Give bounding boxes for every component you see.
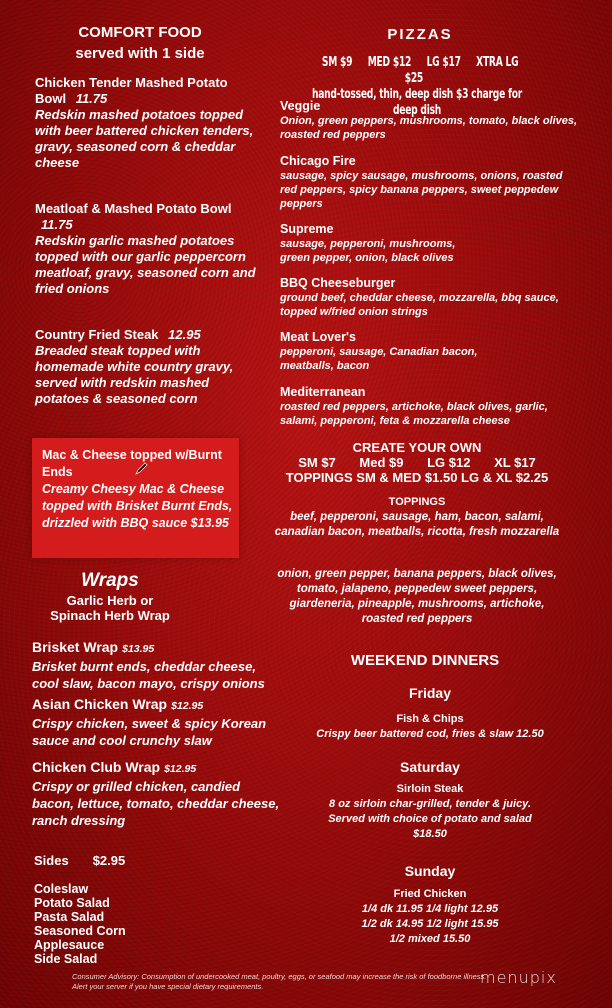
toppings-veg-list: onion, green pepper, banana peppers, black olives, tomato, jalapeno, peppedew sweet peppers, giardeneria, pineapple, mushrooms, artichoke, roasted red peppers — [277, 568, 557, 625]
menu-item-asian-chicken-wrap: Asian Chicken Wrap $12.95 Crispy chicken, sweet & spicy Korean sauce and cool crunchy slaw — [32, 696, 267, 748]
saturday-dish: Sirloin Steak 8 oz sirloin char-grilled, tender & juicy. Served with choice of potato and salad $18.50 — [328, 783, 532, 840]
menu-item-chicken-club-wrap: Chicken Club Wrap $12.95 Crispy or grilled chicken, candied bacon, lettuce, tomato, cheddar cheese, ranch dressing — [32, 759, 280, 828]
create-your-own: CREATE YOUR OWN SM $7 Med $9 LG $12 XL $17 TOPPINGS SM & MED $1.50 LG & XL $2.25 — [285, 440, 549, 485]
wraps-subtitle: Garlic Herb or Spinach Herb Wrap — [50, 593, 170, 623]
menupix-watermark: menupix — [480, 968, 557, 987]
pizza-supreme: Supreme sausage, pepperoni, mushrooms, green pepper, onion, black olives — [280, 222, 456, 264]
list-item: Applesauce — [34, 938, 105, 952]
pizza-meat-lovers: Meat Lover's pepperoni, sausage, Canadian bacon, meatballs, bacon — [280, 330, 478, 372]
consumer-advisory: Consumer Advisory: Consumption of undercooked meat, poultry, eggs, or seafood may increase the risk of foodborne illness. Alert your server if you have special dietary requirements. — [72, 972, 487, 991]
day-saturday: Saturday — [400, 759, 460, 775]
pizza-bbq-cheeseburger: BBQ Cheeseburger ground beef, cheddar cheese, mozzarella, bbq sauce, topped w/fried onion strings — [280, 276, 559, 318]
sides-list — [34, 882, 184, 966]
friday-dish: Fish & Chips Crispy beer battered cod, fries & slaw 12.50 — [316, 713, 544, 740]
list-item: Seasoned Corn — [34, 924, 126, 938]
menu-item-country-fried-steak: Country Fried Steak 12.95 Breaded steak topped with homemade white country gravy, served with redskin mashed potatoes & seasoned corn — [35, 327, 234, 406]
day-sunday: Sunday — [404, 863, 456, 879]
list-item: Pasta Salad — [34, 910, 105, 924]
toppings-title: TOPPINGS — [388, 496, 446, 508]
menu-item-chicken-tender-bowl: Chicken Tender Mashed Potato Bowl 11.75 Redskin mashed potatoes topped with beer battered chicken tenders, gravy, seasoned corn & cheddar cheese — [35, 75, 254, 170]
pizza-veggie: Veggie Onion, green peppers, mushrooms, tomato, black olives, roasted red peppers — [280, 99, 578, 141]
pizza-chicago-fire: Chicago Fire sausage, spicy sausage, mushrooms, onions, roasted red peppers, spicy banana peppers, sweet peppedew peppers — [280, 154, 563, 210]
weekend-dinners-title: WEEKEND DINNERS — [350, 652, 500, 669]
pizzas-title: PIZZAS — [387, 26, 453, 43]
pencil-icon — [134, 462, 148, 476]
list-item: Side Salad — [34, 952, 98, 966]
list-item: Potato Salad — [34, 896, 110, 910]
sides-header: Sides $2.95 — [34, 853, 126, 868]
toppings-meat-list: beef, pepperoni, sausage, ham, bacon, salami, canadian bacon, meatballs, ricotta, fresh mozzarella — [274, 511, 560, 538]
pizza-size-prices: SM $9 MED $12 LG $17 XTRA LG $25 hand-tossed, thin, deep dish $3 charge for deep dish — [311, 55, 523, 118]
pizza-mediterranean: Mediterranean roasted red peppers, artichoke, black olives, garlic, salami, pepperoni, feta & mozzarella cheese — [280, 385, 548, 427]
sunday-dish: Fried Chicken 1/4 dk 11.95 1/4 light 12.95 1/2 dk 14.95 1/2 light 15.95 1/2 mixed 15.50 — [361, 888, 499, 945]
day-friday: Friday — [408, 685, 451, 701]
wraps-title: Wraps — [81, 570, 139, 591]
list-item: Coleslaw — [34, 882, 89, 896]
menu-item-meatloaf-bowl: Meatloaf & Mashed Potato Bowl 11.75 Redskin garlic mashed potatoes topped with our garlic peppercorn meatloaf, gravy, seasoned corn and fried onions — [35, 201, 256, 296]
menu-item-brisket-wrap: Brisket Wrap $13.95 Brisket burnt ends, cheddar cheese, cool slaw, bacon mayo, crispy onions — [32, 639, 265, 691]
menu-item-mac-cheese: Mac & Cheese topped w/Burnt Ends Creamy Cheesy Mac & Cheese topped with Brisket Burnt Ends, drizzled with BBQ sauce $13.95 — [42, 448, 233, 530]
comfort-food-title: COMFORT FOOD served with 1 side — [75, 24, 205, 62]
